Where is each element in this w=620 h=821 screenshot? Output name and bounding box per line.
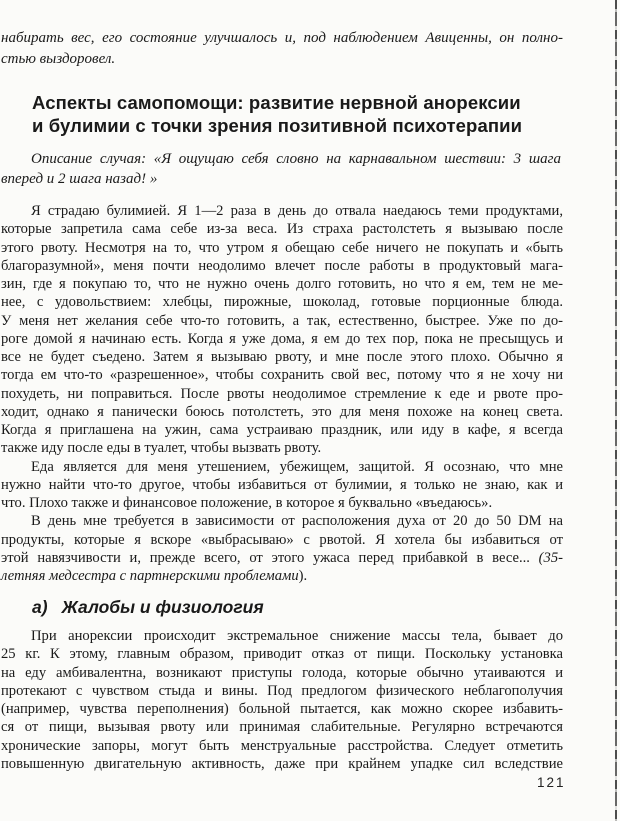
text-line: стью выздоровел. — [1, 51, 116, 67]
text-line: Когда я приглашена на ужин, сама устраиваю праздник, или иду в кафе, я всегда — [1, 422, 563, 438]
text-line: ся от пищи, вызывая рвоту или принимая слабительные. Регулярно встречаются — [1, 719, 563, 736]
text-line: тогда ем что-то «разрешенное», чтобы сохранить свой вес, потому что я не хочу ни — [1, 367, 563, 384]
text-line: В день мне требуется в зависимости от расположения духа от 20 до 50 DM на — [31, 513, 563, 530]
text-line: хронические запоры, могут быть менструальные расстройства. Следует отметить — [1, 737, 563, 754]
text-line: протекают с чувством стыда и вины. Под предлогом физического неблагополучия — [1, 682, 563, 699]
text-line: вперед и 2 шага назад! » — [1, 170, 158, 187]
text-line: продукты, которые я вскоре «выбрасываю» с рвотой. Я хотела бы избавиться от — [1, 531, 563, 548]
text-line: благоразумной», меня почти неодолимо влечет после работы в продуктовый мага- — [1, 257, 563, 274]
text-line: этой навязчивости и, прежде всего, от этого ужаса перед прибавкой в весе... (35- — [1, 549, 563, 566]
intro-paragraph — [1, 28, 563, 70]
text-line: роге домой я начинаю есть. Когда я уже дома, я ем до тех пор, пока не пресыщусь и — [1, 330, 563, 347]
subsection-title: Жалобы и физиология — [61, 597, 264, 617]
symptoms-paragraph — [1, 627, 563, 773]
page-number: 121 — [537, 775, 566, 790]
text-line: повышенную двигательную активность, даже при крайнем упадке сил вследствие — [1, 755, 563, 772]
text-line: зин, где я покупаю то, что не нужно очень долго готовить, но что я ем, тем не ме- — [1, 276, 563, 292]
text-line: При анорексии происходит экстремальное снижение массы тела, бывает до — [31, 628, 563, 644]
text-line: Я страдаю булимией. Я 1—2 раза в день до отвала наедаюсь теми продуктами, — [31, 203, 563, 219]
text-line: все не будет съедено. Затем я вызываю рвоту, и мне после этого плохо. Обычно я — [1, 349, 563, 365]
text-line: нужно найти что-то другое, чтобы избавиться от булимии, я только не знаю, как и — [1, 476, 563, 493]
text-line: что. Плохо также и финансовое положение, в которое я буквально «въедаюсь». — [1, 495, 493, 511]
scan-edge-line — [615, 0, 617, 821]
subsection-marker: а) — [32, 597, 48, 617]
text-line: набирать вес, его состояние улучшалось и, под наблюдением Авиценны, он полно- — [1, 30, 563, 46]
case-narrative-paragraphs — [1, 202, 563, 585]
section-heading — [32, 92, 572, 137]
text-line: которые запретила сама себе из-за веса. Из страха растолстеть я вызываю после — [1, 221, 563, 238]
text-line: также иду после еды в туалет, чтобы вызвать рвоту. — [1, 440, 322, 457]
text-line: этого рвоту. Несмотря на то, что утром я обещаю себе ничего не покупать и «быть — [1, 239, 563, 256]
subsection-heading — [32, 596, 264, 618]
text-line: нее, с удовольствием: хлебцы, пирожные, шоколад, готовые порционные блюда. — [1, 294, 563, 311]
text-line: и булимии с точки зрения позитивной психотерапии — [32, 114, 523, 136]
text-line: на еду амбивалентна, возникают приступы голода, которые обычно утаиваются и — [1, 664, 563, 681]
text-line: (например, чувства переполнения) больной пытается, как можно скорее избавить- — [1, 701, 563, 717]
text-line: У меня нет желания себе что-то готовить, а так, естественно, быстрее. Уже по до- — [1, 312, 563, 329]
case-description-quote — [1, 150, 561, 189]
text-line: летняя медсестра с партнерскими проблемами). — [1, 568, 308, 584]
text-line: Описание случая: «Я ощущаю себя словно на карнавальном шествии: 3 шага — [31, 151, 561, 167]
text-line: Еда является для меня утешением, убежищем, защитой. Я осознаю, что мне — [31, 458, 563, 475]
text-line: похудеть, ни поправиться. После рвоты неодолимое стремление к еде и рвоте про- — [1, 385, 563, 402]
text-line: 25 кг. К этому, главным образом, приводит отказ от пищи. Поскольку установка — [1, 646, 563, 663]
text-line: ходит, однако я панически боюсь потолстеть, это для меня похоже на конец света. — [1, 403, 563, 420]
text-line: Аспекты самопомощи: развитие нервной анорексии — [32, 92, 521, 113]
